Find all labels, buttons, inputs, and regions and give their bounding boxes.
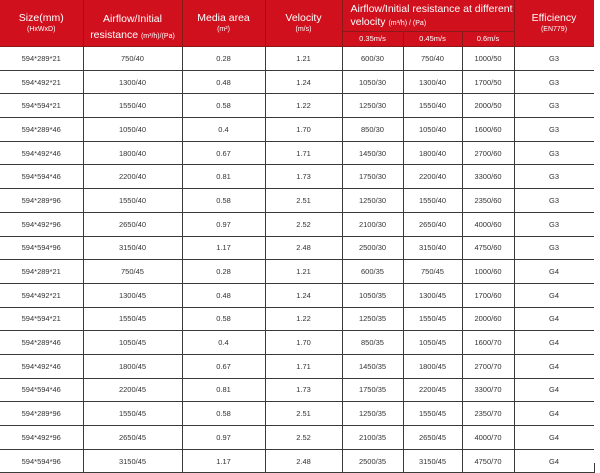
cell-at-035: 1050/35 (342, 283, 403, 307)
cell-at-035: 2100/35 (342, 426, 403, 450)
cell-at-06: 1700/50 (462, 70, 514, 94)
table-row (0, 426, 594, 450)
cell-at-06: 4000/70 (462, 426, 514, 450)
cell-efficiency: G3 (514, 165, 594, 189)
cell-size: 594*492*46 (0, 354, 83, 378)
header-airflow-label2 (90, 29, 175, 41)
cell-velocity: 2.51 (265, 189, 342, 213)
table-row (0, 212, 594, 236)
cell-at-045: 1550/40 (403, 94, 462, 118)
cell-velocity: 1.70 (265, 118, 342, 142)
cell-media-area: 0.97 (182, 426, 265, 450)
cell-at-045: 1800/40 (403, 141, 462, 165)
header-media-unit: (m²) (217, 26, 230, 33)
cell-at-06: 2000/60 (462, 307, 514, 331)
header-size (0, 0, 83, 47)
cell-media-area: 0.58 (182, 402, 265, 426)
cell-media-area: 1.17 (182, 449, 265, 473)
cell-at-035: 1750/35 (342, 378, 403, 402)
cell-at-035: 1050/30 (342, 70, 403, 94)
table-row (0, 70, 594, 94)
cell-size: 594*492*96 (0, 212, 83, 236)
header-sub-035: 0.35m/s (342, 32, 403, 47)
cell-velocity: 1.21 (265, 260, 342, 284)
cell-size: 594*594*96 (0, 236, 83, 260)
cell-at-035: 2500/30 (342, 236, 403, 260)
cell-media-area: 0.48 (182, 70, 265, 94)
cell-velocity: 2.51 (265, 402, 342, 426)
cell-efficiency: G3 (514, 212, 594, 236)
cell-airflow-resistance: 1800/45 (83, 354, 182, 378)
cell-at-045: 3150/40 (403, 236, 462, 260)
cell-airflow-resistance: 1300/45 (83, 283, 182, 307)
header-efficiency (514, 0, 594, 47)
header-airflow-label2-text: resistance (90, 28, 139, 41)
cell-velocity: 1.70 (265, 331, 342, 355)
cell-efficiency: G4 (514, 378, 594, 402)
cell-efficiency: G4 (514, 260, 594, 284)
cell-airflow-resistance: 1550/45 (83, 307, 182, 331)
header-airflow-unit: (m³/h)/(Pa) (140, 32, 175, 40)
cell-airflow-resistance: 1050/40 (83, 118, 182, 142)
header-efficiency-unit: (EN779) (540, 26, 568, 33)
cell-at-06: 1000/50 (462, 47, 514, 71)
cell-at-035: 1750/30 (342, 165, 403, 189)
cell-efficiency: G3 (514, 118, 594, 142)
cell-efficiency: G4 (514, 283, 594, 307)
cell-airflow-resistance: 1800/40 (83, 141, 182, 165)
cell-size: 594*492*46 (0, 141, 83, 165)
cell-size: 594*594*46 (0, 165, 83, 189)
table-row (0, 165, 594, 189)
cell-media-area: 0.81 (182, 378, 265, 402)
cell-at-045: 1300/45 (403, 283, 462, 307)
right-margin (594, 0, 600, 463)
cell-media-area: 0.81 (182, 165, 265, 189)
cell-at-045: 1050/45 (403, 331, 462, 355)
cell-airflow-resistance: 3150/40 (83, 236, 182, 260)
cell-size: 594*492*21 (0, 283, 83, 307)
cell-at-045: 1550/45 (403, 402, 462, 426)
cell-velocity: 1.73 (265, 165, 342, 189)
cell-size: 594*289*21 (0, 260, 83, 284)
cell-velocity: 2.52 (265, 212, 342, 236)
cell-media-area: 0.58 (182, 94, 265, 118)
header-media-area (182, 0, 265, 47)
cell-velocity: 1.22 (265, 307, 342, 331)
cell-airflow-resistance: 750/45 (83, 260, 182, 284)
cell-velocity: 2.52 (265, 426, 342, 450)
cell-media-area: 0.4 (182, 331, 265, 355)
cell-size: 594*289*96 (0, 402, 83, 426)
cell-at-045: 2650/40 (403, 212, 462, 236)
table-row (0, 189, 594, 213)
cell-at-045: 1550/40 (403, 189, 462, 213)
cell-size: 594*594*21 (0, 94, 83, 118)
cell-at-035: 850/30 (342, 118, 403, 142)
cell-airflow-resistance: 1550/40 (83, 189, 182, 213)
header-media-label: Media area (197, 11, 250, 24)
cell-at-035: 1450/30 (342, 141, 403, 165)
cell-efficiency: G4 (514, 402, 594, 426)
cell-airflow-resistance: 1300/40 (83, 70, 182, 94)
cell-efficiency: G4 (514, 331, 594, 355)
cell-size: 594*594*96 (0, 449, 83, 473)
table-row (0, 47, 594, 71)
cell-airflow-resistance: 750/40 (83, 47, 182, 71)
cell-velocity: 2.48 (265, 236, 342, 260)
cell-at-06: 1000/60 (462, 260, 514, 284)
cell-efficiency: G4 (514, 426, 594, 450)
header-velocity-group (342, 0, 514, 32)
cell-at-06: 2350/60 (462, 189, 514, 213)
cell-velocity: 1.21 (265, 47, 342, 71)
header-sub-06: 0.6m/s (462, 32, 514, 47)
cell-airflow-resistance: 2200/40 (83, 165, 182, 189)
table-row (0, 283, 594, 307)
cell-efficiency: G3 (514, 70, 594, 94)
cell-efficiency: G3 (514, 189, 594, 213)
cell-at-045: 2650/45 (403, 426, 462, 450)
cell-at-06: 2000/50 (462, 94, 514, 118)
table-row (0, 378, 594, 402)
table-row (0, 236, 594, 260)
cell-at-045: 1050/40 (403, 118, 462, 142)
cell-velocity: 1.73 (265, 378, 342, 402)
cell-at-035: 1250/30 (342, 189, 403, 213)
cell-at-045: 1300/40 (403, 70, 462, 94)
table-body (0, 47, 594, 473)
header-size-label: Size(mm) (18, 11, 64, 24)
cell-at-035: 1250/35 (342, 402, 403, 426)
cell-media-area: 0.28 (182, 260, 265, 284)
cell-at-045: 750/45 (403, 260, 462, 284)
table-row (0, 94, 594, 118)
cell-at-06: 3300/70 (462, 378, 514, 402)
table-row (0, 118, 594, 142)
cell-at-045: 2200/45 (403, 378, 462, 402)
cell-size: 594*289*46 (0, 118, 83, 142)
cell-size: 594*289*46 (0, 331, 83, 355)
cell-at-035: 850/35 (342, 331, 403, 355)
header-velocity-label: Velocity (285, 11, 322, 24)
cell-size: 594*492*21 (0, 70, 83, 94)
cell-velocity: 2.48 (265, 449, 342, 473)
cell-at-06: 1600/60 (462, 118, 514, 142)
cell-at-045: 750/40 (403, 47, 462, 71)
table-row (0, 141, 594, 165)
cell-velocity: 1.71 (265, 141, 342, 165)
cell-media-area: 0.48 (182, 283, 265, 307)
cell-size: 594*594*46 (0, 378, 83, 402)
cell-airflow-resistance: 2200/45 (83, 378, 182, 402)
header-airflow-label: Airflow/Initial (103, 12, 162, 25)
cell-at-06: 4750/70 (462, 449, 514, 473)
table-row (0, 307, 594, 331)
cell-airflow-resistance: 2650/45 (83, 426, 182, 450)
cell-at-035: 1450/35 (342, 354, 403, 378)
cell-media-area: 0.97 (182, 212, 265, 236)
table-row (0, 354, 594, 378)
cell-at-045: 3150/45 (403, 449, 462, 473)
cell-at-045: 1800/45 (403, 354, 462, 378)
cell-efficiency: G4 (514, 307, 594, 331)
table-row (0, 402, 594, 426)
cell-at-06: 2700/70 (462, 354, 514, 378)
cell-velocity: 1.71 (265, 354, 342, 378)
cell-at-045: 2200/40 (403, 165, 462, 189)
header-efficiency-label: Efficiency (531, 11, 577, 24)
cell-at-06: 1700/60 (462, 283, 514, 307)
cell-media-area: 0.4 (182, 118, 265, 142)
cell-velocity: 1.22 (265, 94, 342, 118)
cell-at-06: 2350/70 (462, 402, 514, 426)
cell-at-06: 4750/60 (462, 236, 514, 260)
header-group-label2 (351, 16, 514, 28)
cell-size: 594*594*21 (0, 307, 83, 331)
header-group-label: Airflow/Initial resistance at different (350, 3, 513, 16)
cell-at-06: 3300/60 (462, 165, 514, 189)
cell-at-035: 1250/35 (342, 307, 403, 331)
cell-media-area: 0.67 (182, 141, 265, 165)
table-row (0, 260, 594, 284)
cell-at-035: 1250/30 (342, 94, 403, 118)
cell-airflow-resistance: 3150/45 (83, 449, 182, 473)
header-group-unit: (m³/h) / (Pa) (388, 19, 427, 27)
table-row (0, 449, 594, 473)
table-header (0, 0, 594, 47)
cell-velocity: 1.24 (265, 283, 342, 307)
cell-efficiency: G3 (514, 236, 594, 260)
cell-at-035: 600/30 (342, 47, 403, 71)
header-velocity-unit: (m/s) (295, 26, 312, 33)
cell-at-06: 1600/70 (462, 331, 514, 355)
cell-at-035: 2100/30 (342, 212, 403, 236)
header-airflow (83, 0, 182, 47)
cell-media-area: 0.28 (182, 47, 265, 71)
header-size-unit: (HxWxD) (27, 26, 56, 33)
header-sub-045: 0.45m/s (403, 32, 462, 47)
header-velocity (265, 0, 342, 47)
header-group-label2-text: velocity (350, 15, 386, 28)
cell-media-area: 0.58 (182, 189, 265, 213)
cell-airflow-resistance: 2650/40 (83, 212, 182, 236)
cell-velocity: 1.24 (265, 70, 342, 94)
cell-size: 594*289*96 (0, 189, 83, 213)
cell-size: 594*492*96 (0, 426, 83, 450)
cell-airflow-resistance: 1550/40 (83, 94, 182, 118)
cell-efficiency: G4 (514, 354, 594, 378)
cell-at-035: 2500/35 (342, 449, 403, 473)
cell-size: 594*289*21 (0, 47, 83, 71)
cell-at-045: 1550/45 (403, 307, 462, 331)
cell-media-area: 0.58 (182, 307, 265, 331)
cell-efficiency: G3 (514, 141, 594, 165)
cell-media-area: 1.17 (182, 236, 265, 260)
cell-at-06: 4000/60 (462, 212, 514, 236)
cell-efficiency: G3 (514, 94, 594, 118)
cell-at-035: 600/35 (342, 260, 403, 284)
cell-media-area: 0.67 (182, 354, 265, 378)
cell-at-06: 2700/60 (462, 141, 514, 165)
cell-efficiency: G3 (514, 47, 594, 71)
cell-airflow-resistance: 1550/45 (83, 402, 182, 426)
cell-airflow-resistance: 1050/45 (83, 331, 182, 355)
cell-efficiency: G4 (514, 449, 594, 473)
table-row (0, 331, 594, 355)
